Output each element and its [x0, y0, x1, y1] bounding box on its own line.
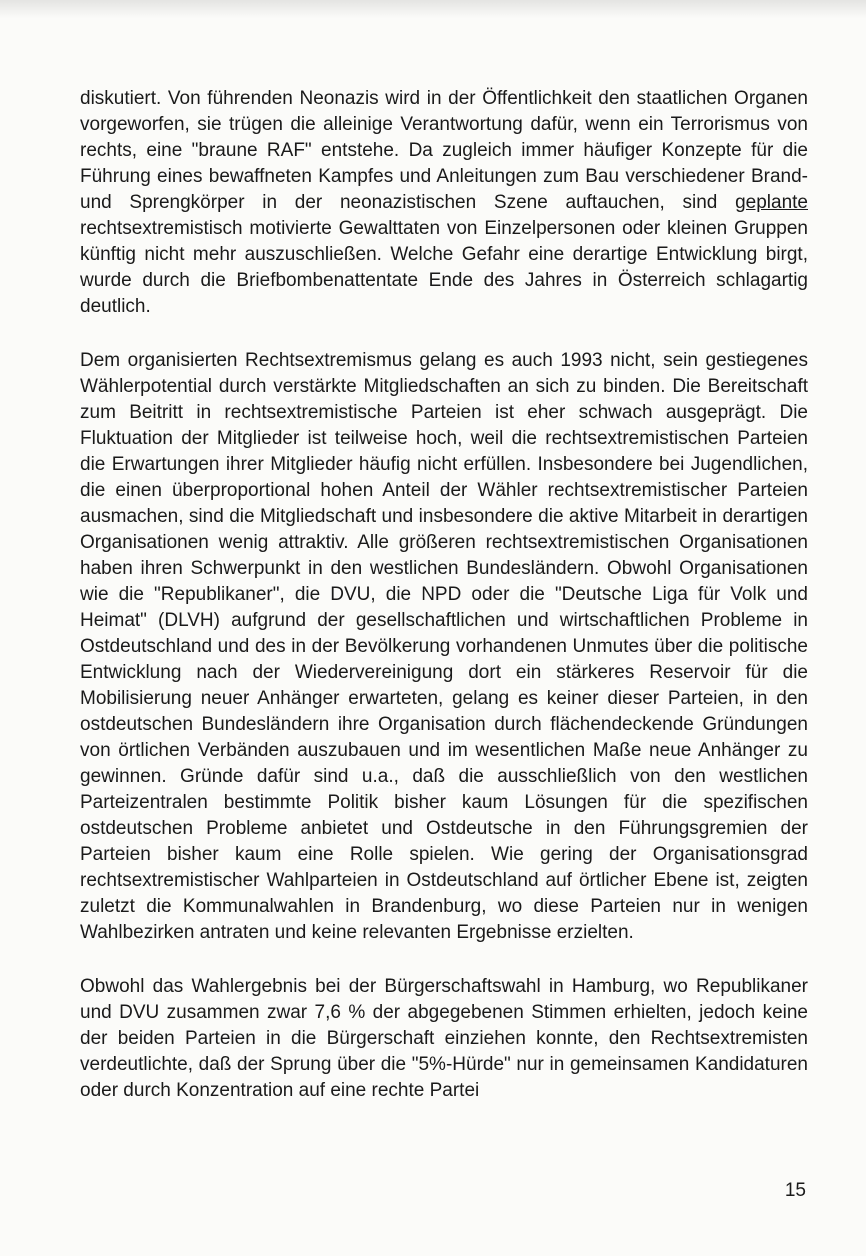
paragraph-1-text-before: diskutiert. Von führenden Neonazis wird in der Öffentlichkeit den staatlichen Organen vorgeworfen, sie trügen die alleinige Verantwortung dafür, wenn ein Terrorismus von rechts, eine "braune RAF" entstehe. Da zugleich immer häufiger Konzepte für die Führung eines bewaffneten Kampfes und Anleitungen zum Bau verschiedener Brand- und Sprengkörper in der neonazistischen Szene auftauchen, sind — [80, 88, 808, 213]
paragraph-1-text-after: rechtsextremistisch motivierte Gewalttaten von Einzelpersonen oder kleinen Gruppen künftig nicht mehr auszuschließen. Welche Gefahr eine derartige Entwicklung birgt, wurde durch die Briefbombenattentate Ende des Jahres in Österreich schlagartig deutlich. — [80, 218, 808, 317]
paragraph-1 — [80, 86, 808, 320]
paragraph-3: Obwohl das Wahlergebnis bei der Bürgerschaftswahl in Hamburg, wo Republikaner und DVU zusammen zwar 7,6 % der abgegebenen Stimmen erhielten, jedoch keine der beiden Parteien in die Bürgerschaft einziehen konnte, den Rechtsextremisten verdeutlichte, daß der Sprung über die "5%-Hürde" nur in gemeinsamen Kandidaturen oder durch Konzentration auf eine rechte Partei — [80, 976, 808, 1101]
page-body — [80, 86, 808, 1132]
scan-edge — [0, 0, 866, 18]
underlined-word: geplante — [735, 192, 808, 213]
page-number: 15 — [784, 1180, 806, 1201]
paragraph-2: Dem organisierten Rechtsextremismus gelang es auch 1993 nicht, sein gestiegenes Wählerpotential durch verstärkte Mitgliedschaften an sich zu binden. Die Bereitschaft zum Beitritt in rechtsextremistische Parteien ist eher schwach ausgeprägt. Die Fluktuation der Mitglieder ist teilweise hoch, weil die rechtsextremistischen Parteien die Erwartungen ihrer Mitglieder häufig nicht erfüllen. Insbesondere bei Jugendlichen, die einen überproportional hohen Anteil der Wähler rechtsextremistischer Parteien ausmachen, sind die Mitgliedschaft und insbesondere die aktive Mitarbeit in derartigen Organisationen wenig attraktiv. Alle größeren rechtsextremistischen Organisationen haben ihren Schwerpunkt in den westlichen Bundesländern. Obwohl Organisationen wie die "Republikaner", die DVU, die NPD oder die "Deutsche Liga für Volk und Heimat" (DLVH) aufgrund der gesellschaftlichen und wirtschaftlichen Probleme in Ostdeutschland und des in der Bevölkerung vorhandenen Unmutes über die politische Entwicklung nach der Wiedervereinigung dort ein stärkeres Reservoir für die Mobilisierung neuer Anhänger erwarteten, gelang es keiner dieser Parteien, in den ostdeutschen Bundesländern ihre Organisation durch flächendeckende Gründungen von örtlichen Verbänden auszubauen und im wesentlichen Maße neue Anhänger zu gewinnen. Gründe dafür sind u.a., daß die ausschließlich von den westlichen Parteizentralen bestimmte Politik bisher kaum Lösungen für die spezifischen ostdeutschen Probleme anbietet und Ostdeutsche in den Führungsgremien der Parteien bisher kaum eine Rolle spielen. Wie gering der Organisationsgrad rechtsextremistischer Wahlparteien in Ostdeutschland auf örtlicher Ebene ist, zeigten zuletzt die Kommunalwahlen in Brandenburg, wo diese Parteien nur in wenigen Wahlbezirken antraten und keine relevanten Ergebnisse erzielten. — [80, 350, 808, 943]
